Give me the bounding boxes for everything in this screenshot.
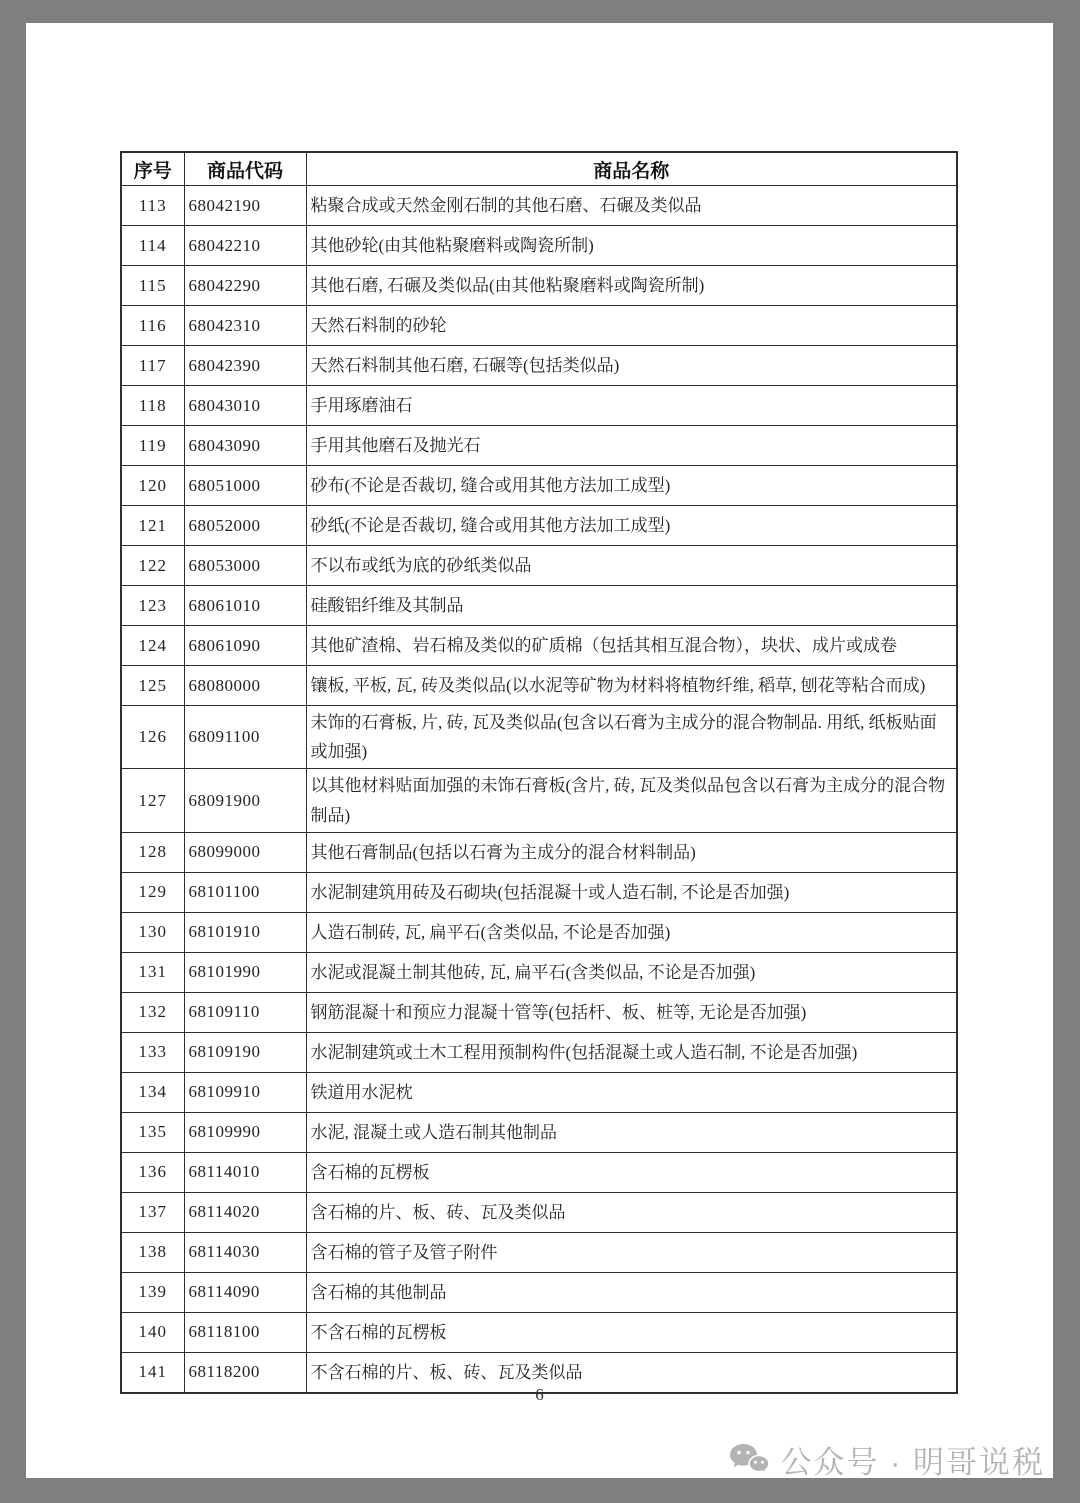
table-row [121,386,957,426]
row-serial-number: 114 [121,226,184,266]
row-serial-number: 113 [121,186,184,226]
row-commodity-name: 手用琢磨油石 [306,386,957,426]
row-commodity-name: 不含石棉的瓦楞板 [306,1312,957,1352]
row-commodity-name: 硅酸铝纤维及其制品 [306,586,957,626]
table-row [121,1152,957,1192]
row-commodity-name: 铁道用水泥枕 [306,1072,957,1112]
row-serial-number: 133 [121,1032,184,1072]
row-serial-number: 129 [121,872,184,912]
table-row [121,706,957,769]
table-row [121,226,957,266]
row-serial-number: 120 [121,466,184,506]
table-row [121,626,957,666]
watermark [728,1437,1045,1482]
row-commodity-code: 68091100 [184,706,306,769]
row-commodity-code: 68042310 [184,306,306,346]
row-commodity-code: 68043090 [184,426,306,466]
row-commodity-code: 68099000 [184,832,306,872]
row-commodity-name: 水泥制建筑用砖及石砌块(包括混凝十或人造石制, 不论是否加强) [306,872,957,912]
row-commodity-name: 含石棉的管子及管子附件 [306,1232,957,1272]
row-commodity-code: 68109910 [184,1072,306,1112]
row-serial-number: 140 [121,1312,184,1352]
row-commodity-name: 手用其他磨石及抛光石 [306,426,957,466]
table-row [121,266,957,306]
row-serial-number: 116 [121,306,184,346]
row-commodity-code: 68042210 [184,226,306,266]
row-commodity-code: 68114020 [184,1192,306,1232]
row-commodity-code: 68051000 [184,466,306,506]
row-serial-number: 115 [121,266,184,306]
table-row [121,1072,957,1112]
row-commodity-name: 粘聚合成或天然金刚石制的其他石磨、石碾及类似品 [306,186,957,226]
row-commodity-name: 其他石膏制品(包括以石膏为主成分的混合材料制品) [306,832,957,872]
row-serial-number: 132 [121,992,184,1032]
document-page [26,23,1053,1478]
table-row [121,306,957,346]
row-serial-number: 125 [121,666,184,706]
row-serial-number: 130 [121,912,184,952]
row-commodity-name: 含石棉的其他制品 [306,1272,957,1312]
row-commodity-name: 水泥, 混凝土或人造石制其他制品 [306,1112,957,1152]
table-row [121,872,957,912]
row-serial-number: 139 [121,1272,184,1312]
row-serial-number: 137 [121,1192,184,1232]
row-commodity-code: 68080000 [184,666,306,706]
table-row [121,186,957,226]
row-serial-number: 141 [121,1352,184,1393]
wechat-icon [728,1442,770,1478]
row-commodity-code: 68091900 [184,769,306,832]
table-header-row [121,152,957,186]
row-serial-number: 119 [121,426,184,466]
table-row [121,506,957,546]
row-commodity-name: 其他砂轮(由其他粘聚磨料或陶瓷所制) [306,226,957,266]
row-serial-number: 127 [121,769,184,832]
row-commodity-code: 68042390 [184,346,306,386]
table-row [121,1272,957,1312]
row-serial-number: 128 [121,832,184,872]
row-commodity-name: 含石棉的瓦楞板 [306,1152,957,1192]
table-body [121,186,957,1393]
row-commodity-name: 其他矿渣棉、岩石棉及类似的矿质棉（包括其相互混合物），块状、成片或成卷 [306,626,957,666]
row-commodity-code: 68114030 [184,1232,306,1272]
row-commodity-name: 不以布或纸为底的砂纸类似品 [306,546,957,586]
table-row [121,992,957,1032]
row-commodity-name: 不含石棉的片、板、砖、瓦及类似品 [306,1352,957,1393]
row-commodity-name: 镶板, 平板, 瓦, 砖及类似品(以水泥等矿物为材料将植物纤维, 稻草, 刨花等粘合而成) [306,666,957,706]
row-commodity-name: 水泥或混凝土制其他砖, 瓦, 扁平石(含类似品, 不论是否加强) [306,952,957,992]
row-commodity-code: 68114010 [184,1152,306,1192]
table-row [121,769,957,832]
row-commodity-name: 未饰的石膏板, 片, 砖, 瓦及类似品(包含以石膏为主成分的混合物制品. 用纸, 纸板贴面或加强) [306,706,957,769]
row-commodity-name: 其他石磨, 石碾及类似品(由其他粘聚磨料或陶瓷所制) [306,266,957,306]
row-commodity-name: 砂纸(不论是否裁切, 缝合或用其他方法加工成型) [306,506,957,546]
row-commodity-code: 68042190 [184,186,306,226]
table-row [121,466,957,506]
table-row [121,832,957,872]
row-commodity-name: 人造石制砖, 瓦, 扁平石(含类似品, 不论是否加强) [306,912,957,952]
row-serial-number: 126 [121,706,184,769]
row-commodity-name: 砂布(不论是否裁切, 缝合或用其他方法加工成型) [306,466,957,506]
row-commodity-code: 68114090 [184,1272,306,1312]
row-commodity-code: 68042290 [184,266,306,306]
row-commodity-name: 天然石料制的砂轮 [306,306,957,346]
header-serial-number: 序号 [121,152,184,186]
row-commodity-name: 以其他材料贴面加强的未饰石膏板(含片, 砖, 瓦及类似品包含以石膏为主成分的混合物制品) [306,769,957,832]
row-serial-number: 117 [121,346,184,386]
commodity-table [120,151,958,1394]
header-commodity-name: 商品名称 [306,152,957,186]
row-commodity-code: 68118200 [184,1352,306,1393]
row-commodity-code: 68101910 [184,912,306,952]
row-commodity-name: 含石棉的片、板、砖、瓦及类似品 [306,1192,957,1232]
table-row [121,1032,957,1072]
row-commodity-code: 68101100 [184,872,306,912]
row-serial-number: 121 [121,506,184,546]
table-row [121,1112,957,1152]
row-serial-number: 118 [121,386,184,426]
table-row [121,346,957,386]
table-row [121,666,957,706]
row-serial-number: 122 [121,546,184,586]
row-serial-number: 123 [121,586,184,626]
row-commodity-code: 68052000 [184,506,306,546]
header-commodity-code: 商品代码 [184,152,306,186]
row-serial-number: 124 [121,626,184,666]
row-serial-number: 135 [121,1112,184,1152]
row-commodity-name: 天然石料制其他石磨, 石碾等(包括类似品) [306,346,957,386]
table-row [121,1312,957,1352]
row-commodity-code: 68109110 [184,992,306,1032]
row-commodity-name: 钢筋混凝十和预应力混凝十管等(包括杆、板、桩等, 无论是否加强) [306,992,957,1032]
table-row [121,426,957,466]
table-row [121,952,957,992]
row-commodity-code: 68043010 [184,386,306,426]
row-serial-number: 136 [121,1152,184,1192]
table-row [121,586,957,626]
page-number: 6 [535,1385,544,1404]
row-commodity-code: 68061090 [184,626,306,666]
row-commodity-code: 68109990 [184,1112,306,1152]
table-row [121,546,957,586]
table-row [121,1192,957,1232]
row-commodity-code: 68053000 [184,546,306,586]
row-serial-number: 134 [121,1072,184,1112]
row-commodity-name: 水泥制建筑或土木工程用预制构件(包括混凝土或人造石制, 不论是否加强) [306,1032,957,1072]
table-row [121,912,957,952]
watermark-text: 公众号 · 明哥说税 [780,1445,1045,1480]
row-commodity-code: 68118100 [184,1312,306,1352]
row-commodity-code: 68109190 [184,1032,306,1072]
table-row [121,1232,957,1272]
row-commodity-code: 68101990 [184,952,306,992]
row-serial-number: 131 [121,952,184,992]
row-commodity-code: 68061010 [184,586,306,626]
row-serial-number: 138 [121,1232,184,1272]
